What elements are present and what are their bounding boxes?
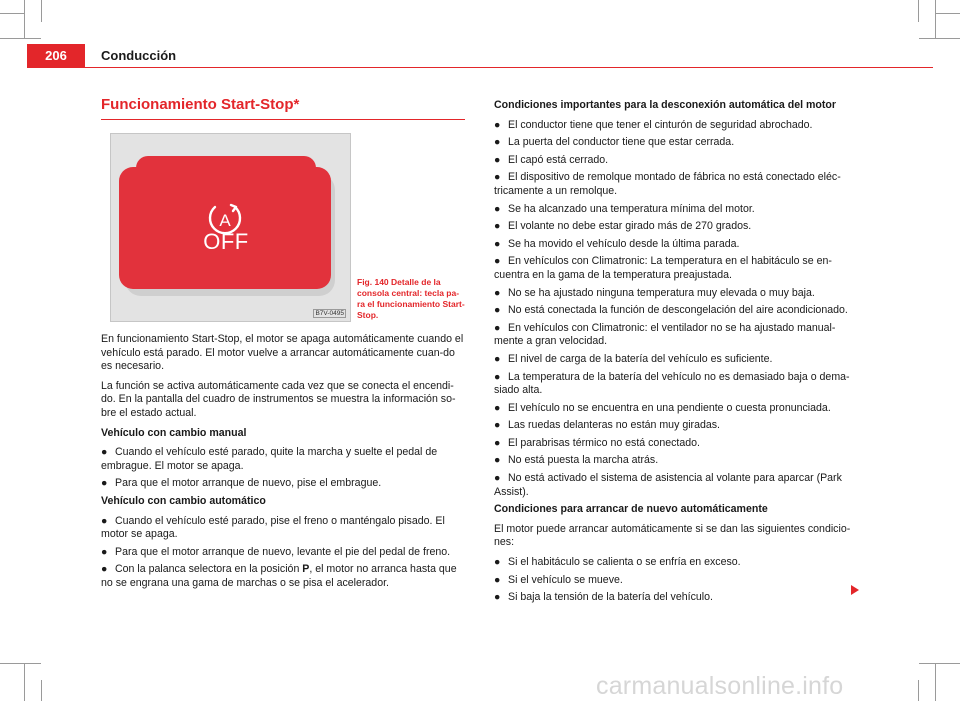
button-off-label: OFF [203, 229, 249, 254]
left-column [101, 333, 465, 595]
paragraph: El motor puede arrancar automáticamente si se dan las siguientes condicio-nes: [494, 522, 851, 549]
figure-code: B7V-0495 [315, 310, 344, 317]
bullet-icon: ● [494, 202, 501, 215]
list-item: ● No se ha ajustado ninguna temperatura muy elevada o muy baja. [494, 286, 815, 299]
list-item: ● El conductor tiene que tener el cinturón de seguridad abrochado. [494, 118, 813, 131]
crop-mark [935, 0, 936, 38]
list-item: ● El parabrisas térmico no está conectado. [494, 436, 700, 449]
list-item: ● No está puesta la marcha atrás. [494, 454, 659, 467]
crop-mark [936, 13, 960, 14]
subheading-conditions: Condiciones importantes para la desconexión automática del motor [494, 99, 837, 111]
list-item: ● Se ha movido el vehículo desde la última parada. [494, 237, 740, 250]
list-item: ● Las ruedas delanteras no están muy giradas. [494, 419, 721, 432]
list-item: ● Para que el motor arranque de nuevo, pise el embrague. [101, 477, 382, 490]
continue-arrow-icon [851, 585, 859, 595]
bullet-icon: ● [101, 446, 108, 459]
right-column [494, 99, 854, 609]
restart-list [494, 556, 854, 605]
subheading-restart: Condiciones para arrancar de nuevo automáticamente [494, 503, 768, 516]
list-item: ● El nivel de carga de la batería del vehículo es suficiente. [494, 352, 773, 365]
bullet-icon: ● [494, 401, 501, 414]
bullet-icon: ● [494, 237, 501, 250]
list-item: ● Si el habitáculo se calienta o se enfría en exceso. [494, 556, 741, 569]
list-item: ● Si baja la tensión de la batería del vehículo. [494, 591, 713, 604]
crop-mark [24, 0, 25, 38]
list-item: ● En vehículos con Climatronic: el ventilador no se ha ajustado manual-mente a gran velocidad. [494, 321, 836, 348]
crop-mark [0, 663, 41, 664]
bullet-icon: ● [494, 591, 501, 604]
bullet-icon: ● [494, 556, 501, 569]
page-number: 206 [27, 44, 85, 68]
svg-text:A: A [219, 211, 231, 230]
bullet-icon: ● [494, 454, 501, 467]
crop-mark [919, 38, 960, 39]
bullet-icon: ● [494, 436, 501, 449]
bullet-icon: ● [494, 286, 501, 299]
list-item: ● Cuando el vehículo esté parado, quite la marcha y suelte el pedal de embrague. El motor se apaga. [101, 446, 438, 472]
gear-position-label: P [302, 563, 310, 576]
list-item: ● La temperatura de la batería del vehículo no es demasiado baja o dema-siado alta. [494, 370, 850, 397]
bullet-icon: ● [494, 136, 501, 149]
list-item: ● No está activado el sistema de asistencia al volante para aparcar (Park Assist). [494, 472, 842, 498]
crop-mark [24, 663, 25, 701]
bullet-icon: ● [101, 563, 108, 576]
list-item: ● El capó está cerrado. [494, 153, 609, 166]
list-item: ● No está conectada la función de descongelación del aire acondicionado. [494, 304, 848, 317]
section-title: Funcionamiento Start-Stop* [101, 96, 300, 113]
crop-mark [935, 663, 936, 701]
list-item: ● El vehículo no se encuentra en una pendiente o cuesta pronunciada. [494, 401, 831, 414]
chapter-title: Conducción [101, 48, 177, 63]
list-item: ● El volante no debe estar girado más de 270 grados. [494, 220, 752, 233]
list-item: ● Cuando el vehículo esté parado, pise el freno o manténgalo pisado. El motor se apaga. [101, 514, 445, 541]
list-item: ● El dispositivo de remolque montado de fábrica no está conectado eléc-tricamente a un remolque. [494, 171, 841, 197]
crop-mark [0, 13, 24, 14]
figure-start-stop-button [110, 133, 351, 322]
bullet-icon: ● [494, 321, 501, 334]
bullet-icon: ● [494, 118, 501, 131]
subheading-manual: Vehículo con cambio manual [101, 426, 247, 439]
header-divider [85, 67, 933, 68]
list-item: ● Con la palanca selectora en la posición P, el motor no arranca hasta que no se engrana una gama de marchas o se pisa el acelerador. [101, 563, 457, 589]
bullet-icon: ● [494, 255, 501, 268]
bullet-icon: ● [494, 153, 501, 166]
bullet-icon: ● [101, 514, 108, 527]
section-divider [101, 119, 465, 120]
list-item: ● La puerta del conductor tiene que estar cerrada. [494, 136, 735, 149]
conditions-list [494, 119, 854, 500]
bullet-icon: ● [494, 171, 501, 184]
list-item: ● Para que el motor arranque de nuevo, levante el pie del pedal de freno. [101, 545, 451, 558]
bullet-icon: ● [494, 370, 501, 383]
crop-mark [0, 38, 41, 39]
figure-caption: Fig. 140 Detalle de la consola central: tecla pa-ra el funcionamiento Start-Stop. [357, 277, 465, 320]
bullet-icon: ● [101, 545, 108, 558]
bullet-icon: ● [494, 352, 501, 365]
list-item: ● En vehículos con Climatronic: La temperatura en el habitáculo se en-cuentra en la gama de la temperatura preajustada. [494, 255, 832, 281]
bullet-icon: ● [494, 472, 501, 485]
paragraph: La función se activa automáticamente cada vez que se conecta el encendi-do. En la pantalla del cuadro de instrumentos se muestra la información so-bre el estado actual. [101, 379, 456, 419]
bullet-icon: ● [494, 304, 501, 317]
crop-mark [918, 0, 919, 22]
paragraph: En funcionamiento Start-Stop, el motor se apaga automáticamente cuando el vehículo está parado. El motor vuelve a arrancar automáticamente cuan-do es necesario. [101, 333, 464, 373]
list-item: ● Si el vehículo se mueve. [494, 573, 623, 586]
crop-mark [919, 663, 960, 664]
crop-mark [41, 0, 42, 22]
crop-mark [41, 680, 42, 701]
bullet-icon: ● [101, 477, 108, 490]
bullet-icon: ● [494, 220, 501, 233]
subheading-automatic: Vehículo con cambio automático [101, 494, 266, 507]
crop-mark [918, 680, 919, 701]
watermark: carmanualsonline.info [596, 672, 844, 700]
bullet-icon: ● [494, 573, 501, 586]
list-item: ● Se ha alcanzado una temperatura mínima del motor. [494, 202, 755, 215]
bullet-icon: ● [494, 419, 501, 432]
